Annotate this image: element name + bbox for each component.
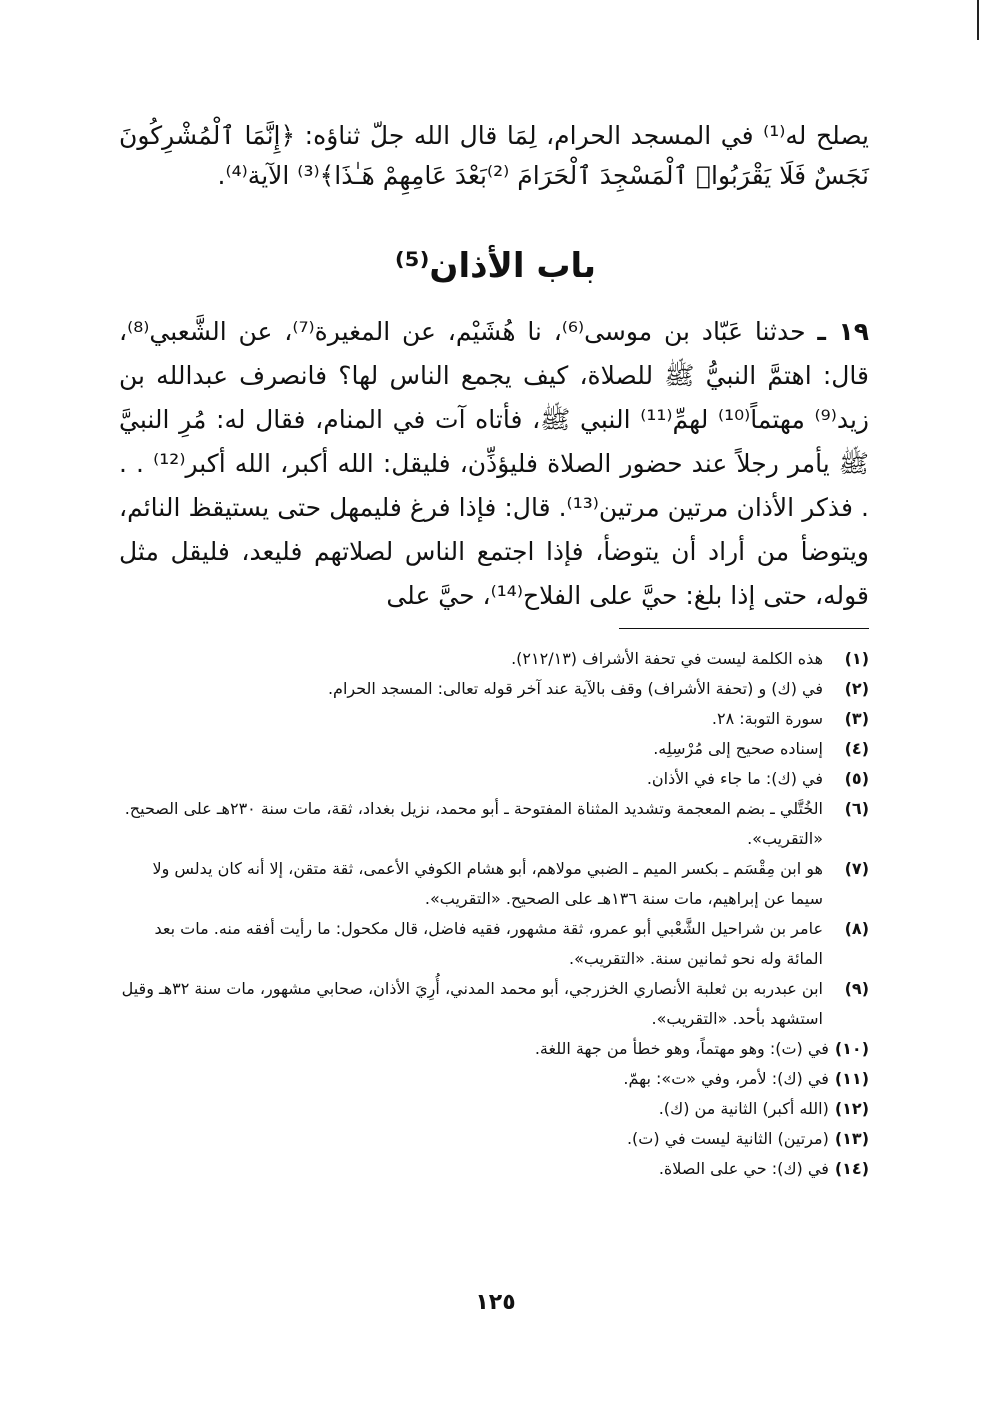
- hadith-number: ١٩ ـ: [817, 317, 870, 346]
- footnote-number: (١١): [834, 1069, 869, 1088]
- footnote-text: ابن عبدربه بن ثعلبة الأنصاري الخزرجي، أبو محمد المدني، أُرِيَ الأذان، صحابي مشهور، مات سنة ٣٢هـ وقيل استشهد بأحد. «التقريب».: [121, 979, 823, 1028]
- hadith-text: حدثنا عَبّاد بن موسى⁽⁶⁾، نا هُشَيْم، عن المغيرة⁽⁷⁾، عن الشَّعبي⁽⁸⁾، قال: اهتمَّ النبيُّ ﷺ للصلاة، كيف يجمع الناس لها؟ فانصرف عبدالله بن زيد⁽⁹⁾ مهتماً⁽¹⁰⁾ لهمِّ⁽¹¹⁾ النبي ﷺ، فأتاه آت في المنام، فقال له: مُرِ النبيَّ ﷺ يأمر رجلاً عند حضور الصلاة فليؤذِّن، فليقل: الله أكبر، الله أكبر⁽¹²⁾ . . . فذكر الأذان مرتين مرتين⁽¹³⁾. قال: فإذا فرغ فليمهل حتى يستيقظ النائم، ويتوضأ من أراد أن يتوضأ، فإذا اجتمع الناس لصلاتهم فليعد، فليقل مثل قوله، حتى إذا بلغ: حيَّ على الفلاح⁽¹⁴⁾، حيَّ على: [119, 317, 869, 610]
- footnote-text: إسناده صحيح إلى مُرْسِلِه.: [653, 739, 823, 758]
- page-number: ١٢٥: [475, 1290, 516, 1315]
- footnote-number: (١٤): [834, 1159, 869, 1178]
- footnote-item: [119, 1064, 869, 1094]
- footnotes-list: [119, 644, 869, 1184]
- footnote-number: (٥): [844, 769, 869, 788]
- footnote-item: [119, 764, 869, 794]
- hadith-paragraph: [119, 310, 869, 618]
- footnote-text: الخُتَّلي ـ بضم المعجمة وتشديد المثناة المفتوحة ـ أبو محمد، نزيل بغداد، ثقة، مات سنة ٢٣٠هـ على الصحيح. «التقريب».: [124, 799, 823, 848]
- footnote-item: [119, 1034, 869, 1064]
- footnote-number: (١٢): [834, 1099, 869, 1118]
- footnote-item: [119, 854, 869, 914]
- footnote-text: في (ك): حي على الصلاة.: [658, 1159, 829, 1178]
- footnote-text: هذه الكلمة ليست في تحفة الأشراف (٢١٢/١٣).: [511, 649, 823, 668]
- footnote-number: (٤): [844, 739, 869, 758]
- footnote-item: [119, 644, 869, 674]
- footnote-item: [119, 1094, 869, 1124]
- scan-edge-mark: [977, 0, 979, 40]
- footnote-number: (١٣): [834, 1129, 869, 1148]
- footnote-text: في (ك) و (تحفة الأشراف) وقف بالآية عند آخر قوله تعالى: المسجد الحرام.: [327, 679, 823, 698]
- footnote-number: (٣): [844, 709, 869, 728]
- footnote-separator: [619, 628, 869, 629]
- footnote-text: في (ك): ما جاء في الأذان.: [646, 769, 823, 788]
- intro-paragraph: يصلح له⁽¹⁾ في المسجد الحرام، لِمَا قال الله جلّ ثناؤه: ﴿إِنَّمَا ٱلْمُشْرِكُونَ نَجَسٌ فَلَا يَقْرَبُوا۟ ٱلْمَسْجِدَ ٱلْحَرَامَ ⁽²⁾بَعْدَ عَامِهِمْ هَـٰذَا﴾⁽³⁾ الآية⁽⁴⁾.: [119, 121, 869, 190]
- footnote-number: (٨): [844, 919, 869, 938]
- footnote-item: [119, 1154, 869, 1184]
- footnote-number: (٧): [844, 859, 869, 878]
- footnote-text: هو ابن مِقْسَم ـ بكسر الميم ـ الضبي مولاهم، أبو هشام الكوفي الأعمى، ثقة متقن، إلا أنه كان يدلس ولا سيما عن إبراهيم، مات سنة ١٣٦هـ على الصحيح. «التقريب».: [152, 859, 823, 908]
- footnote-item: [119, 974, 869, 1034]
- footnote-item: [119, 914, 869, 974]
- footnote-text: في (ك): لأمر، وفي «ت»: بهمّ.: [623, 1069, 829, 1088]
- footnote-text: عامر بن شراحيل الشَّعْبي أبو عمرو، ثقة مشهور، فقيه فاضل، قال مكحول: ما رأيت أفقه منه. مات بعد المائة وله نحو ثمانين سنة. «التقريب».: [154, 919, 823, 968]
- footnote-text: في (ت): وهو مهتماً، وهو خطأ من جهة اللغة.: [534, 1039, 829, 1058]
- footnote-number: (٩): [844, 979, 869, 998]
- footnote-item: [119, 1124, 869, 1154]
- footnote-item: [119, 794, 869, 854]
- footnote-number: (٦): [844, 799, 869, 818]
- footnote-item: [119, 704, 869, 734]
- footnote-text: (الله أكبر) الثانية من (ك).: [658, 1099, 829, 1118]
- footnote-text: (مرتين) الثانية ليست في (ت).: [626, 1129, 829, 1148]
- footnote-item: [119, 674, 869, 704]
- footnote-text: سورة التوبة: ٢٨.: [711, 709, 823, 728]
- footnote-item: [119, 734, 869, 764]
- chapter-heading: باب الأذان⁽⁵⁾: [394, 246, 597, 286]
- footnote-number: (١): [844, 649, 869, 668]
- footnote-number: (١٠): [834, 1039, 869, 1058]
- footnote-number: (٢): [844, 679, 869, 698]
